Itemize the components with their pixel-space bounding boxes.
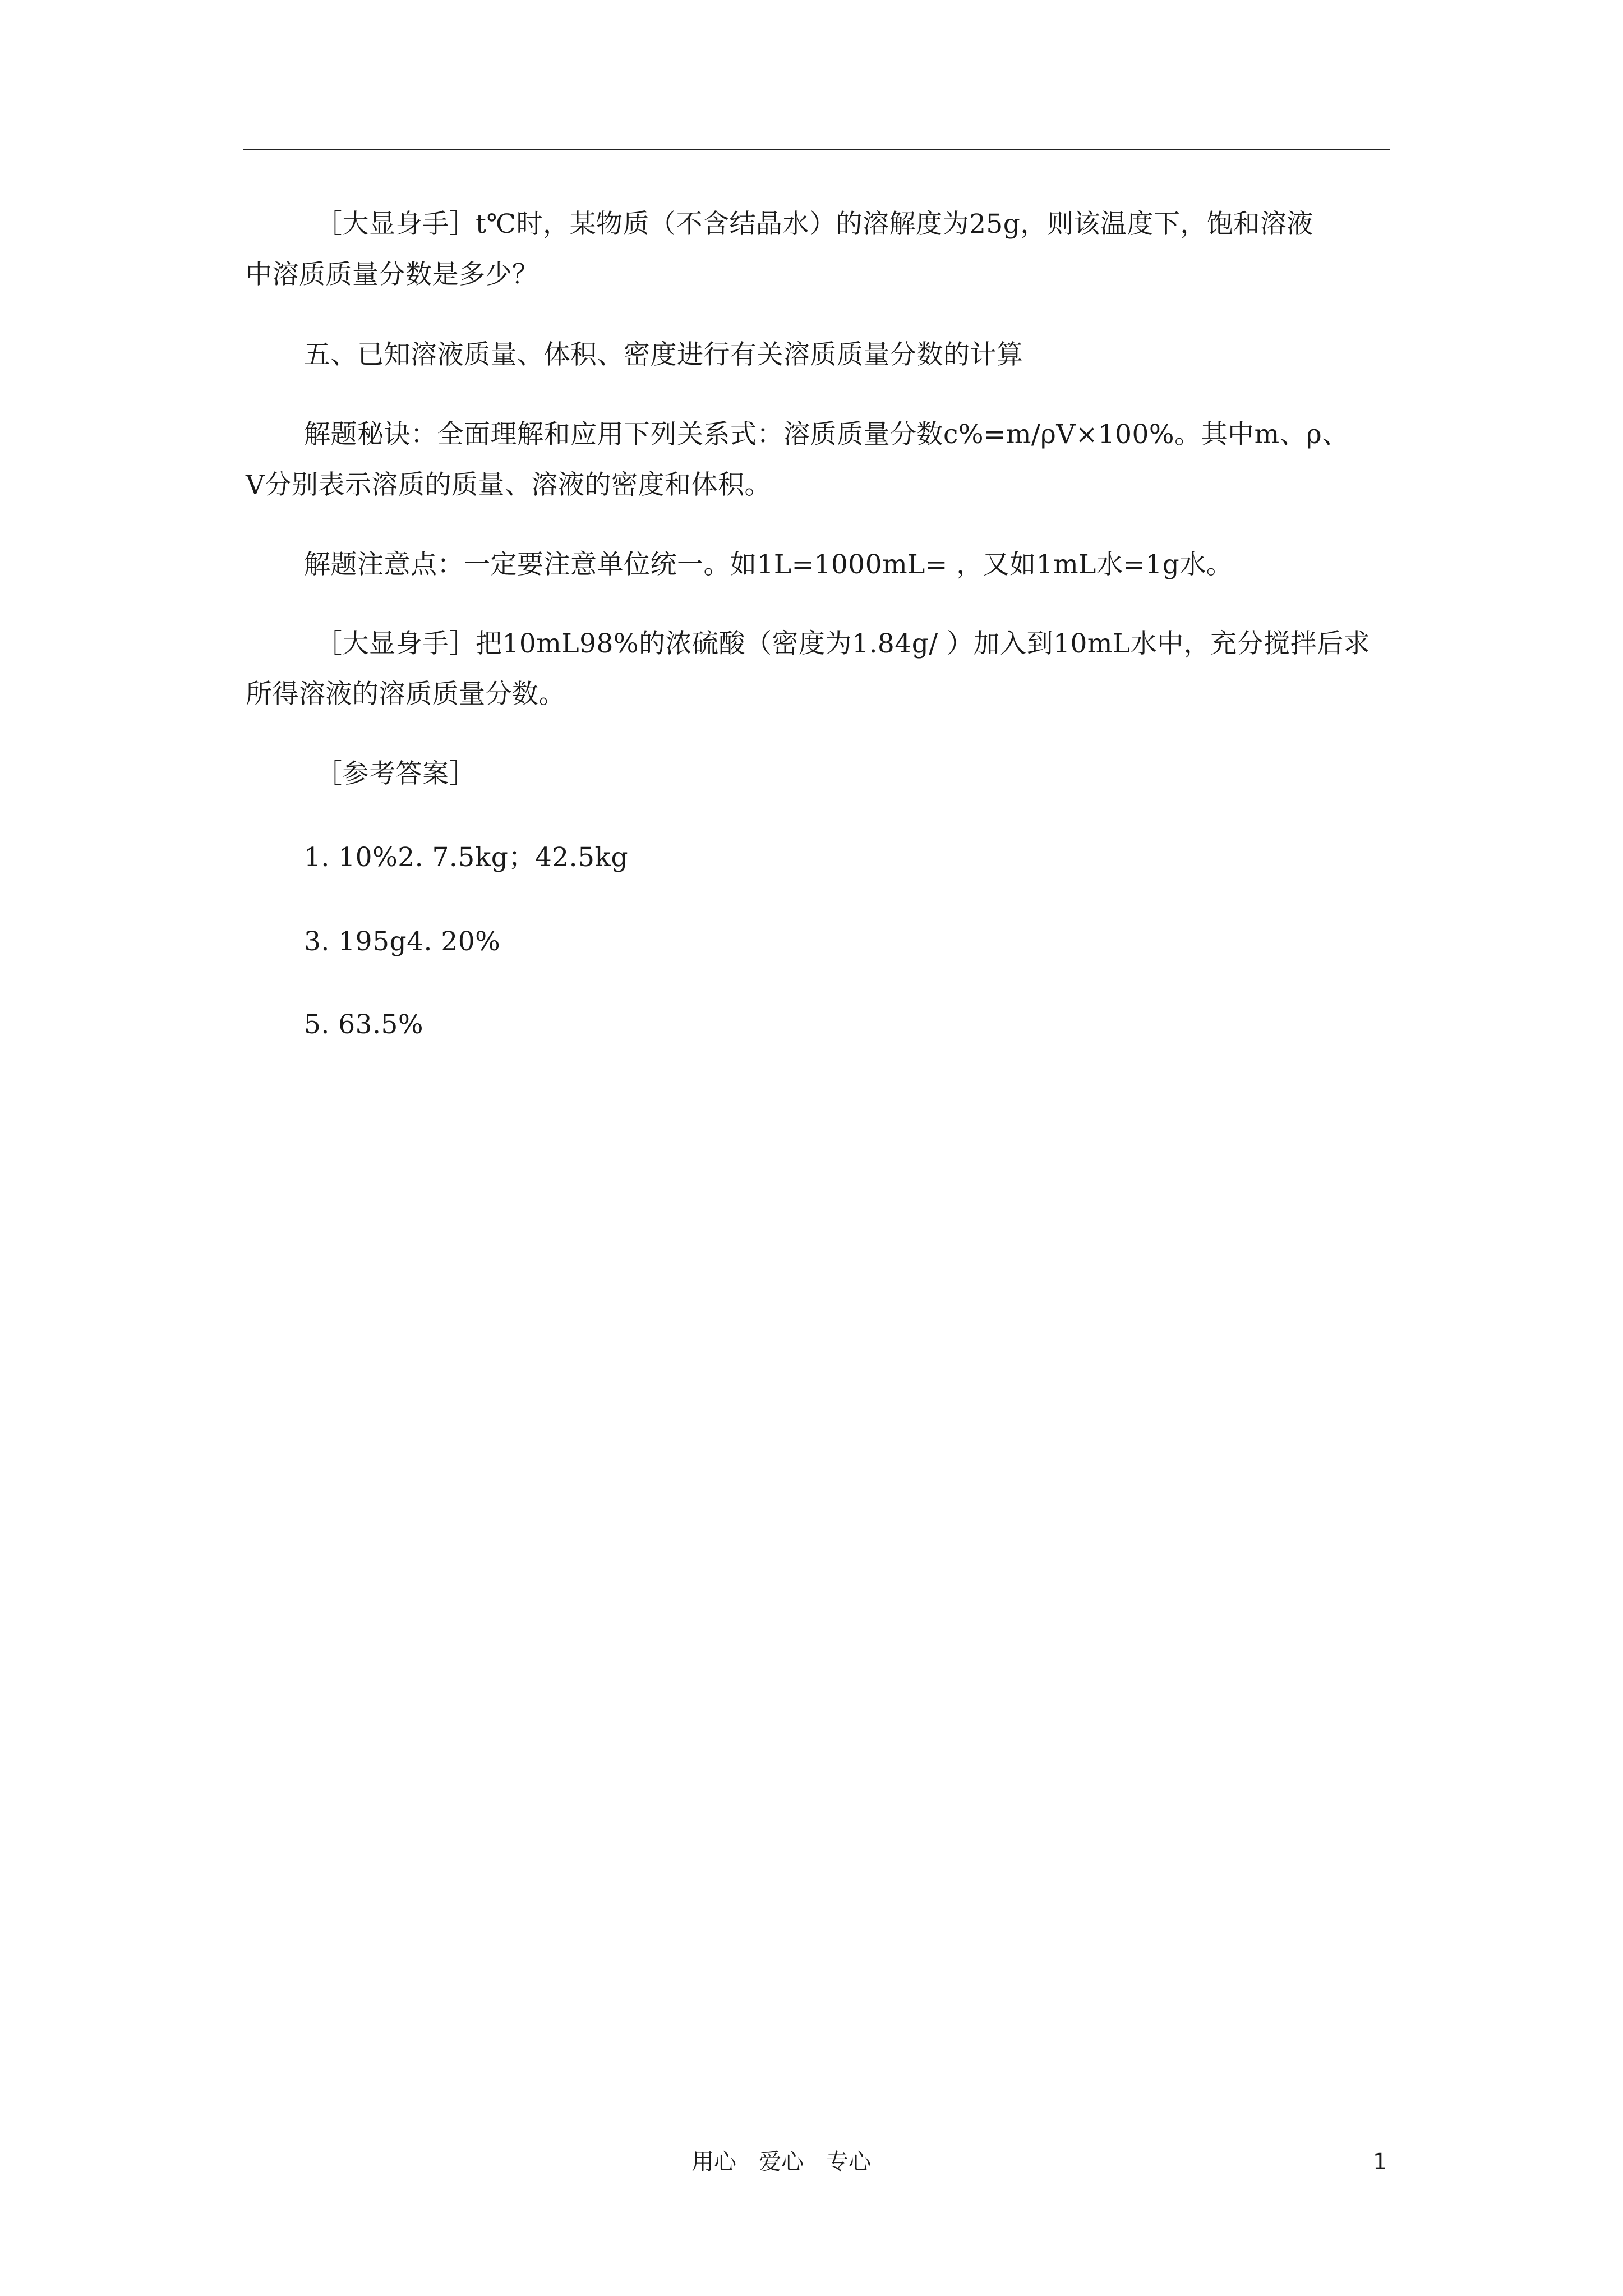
note-paragraph: 解题注意点：一定要注意单位统一。如1L=1000mL= ，又如1mL水=1g水。: [304, 549, 1233, 580]
answers-line-1: 1. 10%2. 7.5kg；42.5kg: [304, 842, 629, 873]
footer-slogan: 用心 爱心 专心: [691, 2149, 871, 2175]
answers-heading: ［参考答案］: [316, 758, 476, 789]
section-5-heading: 五、已知溶液质量、体积、密度进行有关溶质质量分数的计算: [304, 339, 1023, 370]
tip-line-1: 解题秘诀：全面理解和应用下列关系式：溶质质量分数c%=m/ρV×100%。其中m、ρ、: [304, 419, 1349, 450]
page-number: 1: [1373, 2149, 1387, 2175]
header-rule: [243, 149, 1390, 150]
answers-line-3: 5. 63.5%: [304, 1009, 424, 1040]
answers-line-2: 3. 195g4. 20%: [304, 926, 501, 957]
tip-line-2: V分别表示溶质的质量、溶液的密度和体积。: [246, 470, 771, 500]
challenge-2-line-2: 所得溶液的溶质质量分数。: [246, 679, 565, 710]
challenge-1-line-1: ［大显身手］t℃时，某物质（不含结晶水）的溶解度为25g，则该温度下，饱和溶液: [316, 209, 1313, 240]
challenge-2-line-1: ［大显身手］把10mL98%的浓硫酸（密度为1.84g/ ）加入到10mL水中，充分搅拌后求: [316, 628, 1371, 659]
challenge-1-line-2: 中溶质质量分数是多少？: [246, 259, 539, 290]
